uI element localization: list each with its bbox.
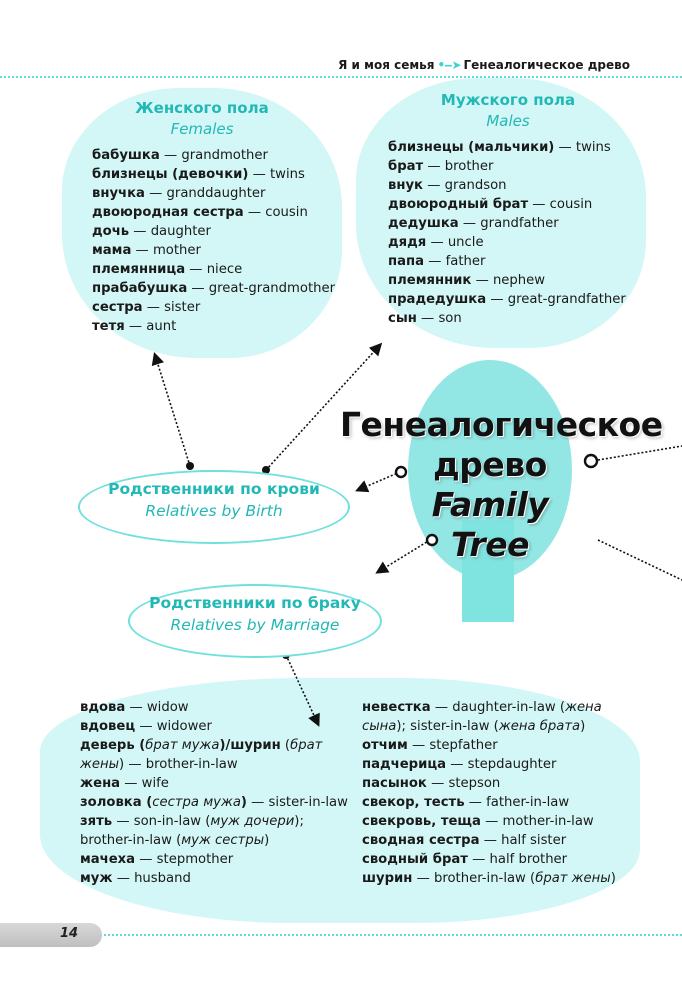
relatives-by-birth-node	[78, 470, 350, 544]
marriage-ru: Родственники по браку	[149, 594, 361, 612]
marriage-term-en: mother-in-law	[502, 814, 594, 829]
male-term-en: twins	[575, 140, 611, 155]
marriage-term-en: son-in-law	[133, 814, 202, 829]
page-number: 14	[60, 926, 79, 941]
marriage-term-en: stepson	[448, 776, 501, 791]
male-row: сын — son	[388, 311, 462, 326]
marriage-term-ru: отчим	[362, 738, 408, 753]
page-number-tab	[0, 923, 102, 947]
marriage-term-ru: сводный брат	[362, 852, 468, 867]
male-term-en: brother	[444, 159, 494, 174]
marriage-row: зять — son-in-law (муж дочери);	[80, 814, 304, 829]
page-title	[340, 405, 663, 565]
marriage-row: свекровь, теща — mother-in-law	[362, 814, 594, 829]
marriage-en-paren: муж сестры	[181, 833, 265, 848]
birth-en: Relatives by Birth	[145, 502, 283, 520]
marriage-term-ru: шурин	[362, 871, 413, 886]
marriage-term-ru: вдова	[80, 700, 126, 715]
male-term-en: uncle	[447, 235, 484, 250]
marriage-row: невестка — daughter-in-law (жена	[362, 700, 602, 715]
marriage-paren: жена брата	[498, 719, 581, 734]
footer-divider	[104, 934, 682, 936]
title-ru-line2: древо	[433, 445, 547, 484]
birth-ru: Родственники по крови	[108, 480, 320, 498]
title-en-line2: Tree	[451, 525, 529, 564]
female-term-en: grandmother	[181, 148, 268, 163]
females-title	[82, 98, 322, 140]
female-row: прабабушка — great-grandmother	[92, 281, 336, 296]
female-term-ru: мама	[92, 243, 132, 258]
male-row: двоюродный брат — cousin	[388, 197, 593, 212]
male-row: внук — grandson	[388, 178, 507, 193]
male-term-en: father	[445, 254, 486, 269]
female-term-ru: сестра	[92, 300, 143, 315]
marriage-term-en: half brother	[489, 852, 568, 867]
male-term-ru: близнецы (мальчики)	[388, 140, 555, 155]
marriage-term-ru: свекор, тесть	[362, 795, 465, 810]
male-row: брат — brother	[388, 159, 494, 174]
female-row: дочь — daughter	[92, 224, 211, 239]
marriage-term-ru: свекровь, теща	[362, 814, 481, 829]
marriage-term-en: stepdaughter	[467, 757, 557, 772]
female-term-ru: бабушка	[92, 148, 160, 163]
marriage-row: свекор, тесть — father-in-law	[362, 795, 570, 810]
marriage-term-ru2: /шурин	[225, 738, 281, 753]
male-row: дядя — uncle	[388, 235, 484, 250]
male-term-ru: папа	[388, 254, 425, 269]
male-term-ru: прадедушка	[388, 292, 487, 307]
males-title-ru: Мужского пола	[440, 91, 576, 109]
female-term-en: niece	[206, 262, 243, 277]
male-term-ru: внук	[388, 178, 424, 193]
male-term-en: cousin	[549, 197, 593, 212]
male-row: дедушка — grandfather	[388, 216, 559, 231]
marriage-row: жена — wife	[80, 776, 169, 791]
male-term-en: son	[438, 311, 462, 326]
marriage-row: мачеха — stepmother	[80, 852, 234, 867]
female-term-en: sister	[164, 300, 201, 315]
marriage-term-en: half sister	[501, 833, 567, 848]
female-row: сестра — sister	[92, 300, 201, 315]
female-row: племянница — niece	[92, 262, 243, 277]
female-term-ru: дочь	[92, 224, 130, 239]
marriage-row: сводный брат — half brother	[362, 852, 568, 867]
female-term-ru: двоюродная сестра	[92, 205, 244, 220]
female-term-ru: прабабушка	[92, 281, 188, 296]
male-term-en: nephew	[492, 273, 546, 288]
male-row: папа — father	[388, 254, 486, 269]
males-list	[388, 138, 626, 328]
female-term-en: great-grandmother	[208, 281, 336, 296]
female-row: двоюродная сестра — cousin	[92, 205, 308, 220]
female-row: бабушка — grandmother	[92, 148, 268, 163]
female-term-ru: близнецы (девочки)	[92, 167, 249, 182]
paren-open: (	[134, 738, 146, 753]
female-row: тетя — aunt	[92, 319, 177, 334]
paren-close: )	[219, 738, 226, 753]
marriage-term-ru: невестка	[362, 700, 431, 715]
marriage-term-en: stepfather	[429, 738, 498, 753]
marriage-row: золовка (сестра мужа) — sister-in-law	[80, 795, 348, 810]
marriage-row: brother-in-law (муж сестры)	[80, 833, 270, 848]
marriage-row: сводная сестра — half sister	[362, 833, 567, 848]
male-term-ru: дедушка	[388, 216, 459, 231]
female-term-ru: племянница	[92, 262, 186, 277]
female-term-en: twins	[270, 167, 305, 182]
marriage-term-en: sister-in-law	[268, 795, 348, 810]
marriage-paren: сестра мужа	[152, 795, 241, 810]
female-term-ru: внучка	[92, 186, 145, 201]
marriage-term-en: father-in-law	[486, 795, 570, 810]
title-en-line1: Family	[431, 485, 549, 524]
female-term-en: mother	[152, 243, 201, 258]
arrow-icon: •‒➤	[437, 58, 461, 72]
female-term-en: daughter	[150, 224, 211, 239]
marriage-paren2: брат	[290, 738, 323, 753]
marriage-en-paren: муж дочери	[210, 814, 295, 829]
paren-close: )	[240, 795, 247, 810]
marriage-paren-cont: сына	[362, 719, 397, 734]
marriage-term-en: husband	[134, 871, 191, 886]
marriage-row: вдова — widow	[80, 700, 189, 715]
marriage-term-ru: зять	[80, 814, 113, 829]
marriage-en-paren: брат жены	[535, 871, 611, 886]
female-row: близнецы (девочки) — twins	[92, 167, 305, 182]
marriage-row: пасынок — stepson	[362, 776, 501, 791]
male-term-ru: сын	[388, 311, 417, 326]
male-term-ru: двоюродный брат	[388, 197, 529, 212]
marriage-row: падчерица — stepdaughter	[362, 757, 557, 772]
male-row: племянник — nephew	[388, 273, 546, 288]
marriage-terms-right	[362, 698, 616, 888]
marriage-term-ru: падчерица	[362, 757, 447, 772]
marriage-term-en: brother-in-law	[145, 757, 238, 772]
marriage-row: сына); sister-in-law (жена брата)	[362, 719, 586, 734]
females-title-ru: Женского пола	[135, 99, 269, 117]
relatives-by-marriage-node	[128, 584, 382, 658]
male-term-en: grandfather	[480, 216, 559, 231]
marriage-term-en: widower	[156, 719, 212, 734]
male-row: прадедушка — great-grandfather	[388, 292, 626, 307]
female-row: мама — mother	[92, 243, 201, 258]
marriage-term-en: daughter-in-law	[452, 700, 556, 715]
males-title-en: Males	[486, 112, 530, 130]
marriage-row: муж — husband	[80, 871, 191, 886]
male-term-ru: племянник	[388, 273, 472, 288]
marriage-term-en: brother-in-law	[433, 871, 526, 886]
marriage-term-ru: вдовец	[80, 719, 136, 734]
females-title-en: Females	[170, 120, 234, 138]
female-row: внучка — granddaughter	[92, 186, 266, 201]
marriage-row: деверь (брат мужа)/шурин (брат	[80, 738, 323, 753]
male-term-en: great-grandfather	[507, 292, 626, 307]
marriage-term-ru: муж	[80, 871, 113, 886]
marriage-row: жены) — brother-in-law	[80, 757, 238, 772]
header-topic: Генеалогическое древо	[463, 58, 630, 72]
females-list	[92, 146, 335, 336]
paren-open: (	[141, 795, 153, 810]
marriage-row: вдовец — widower	[80, 719, 212, 734]
marriage-term-en: brother-in-law	[80, 833, 172, 848]
male-term-ru: дядя	[388, 235, 427, 250]
male-term-en: grandson	[444, 178, 507, 193]
marriage-en: Relatives by Marriage	[170, 616, 340, 634]
marriage-term-en: stepmother	[156, 852, 234, 867]
marriage-term-ru: деверь	[80, 738, 135, 753]
marriage-term-ru: жена	[80, 776, 121, 791]
header-section: Я и моя семья	[338, 58, 435, 72]
male-term-ru: брат	[388, 159, 424, 174]
marriage-term-en: wife	[141, 776, 169, 791]
marriage-row: шурин — brother-in-law (брат жены)	[362, 871, 616, 886]
male-row: близнецы (мальчики) — twins	[388, 140, 611, 155]
marriage-term-ru: мачеха	[80, 852, 136, 867]
marriage-paren-cont: жены	[80, 757, 120, 772]
female-term-ru: тетя	[92, 319, 125, 334]
marriage-row: отчим — stepfather	[362, 738, 498, 753]
marriage-term-ru: золовка	[80, 795, 142, 810]
marriage-en-paren: жена	[565, 700, 602, 715]
female-term-en: granddaughter	[166, 186, 266, 201]
marriage-term-en: widow	[146, 700, 189, 715]
marriage-terms-left	[80, 698, 348, 888]
marriage-term-ru: сводная сестра	[362, 833, 480, 848]
marriage-term-ru: пасынок	[362, 776, 427, 791]
marriage-paren: брат мужа	[145, 738, 220, 753]
title-ru-line1: Генеалогическое	[340, 405, 663, 444]
males-title	[388, 90, 628, 132]
female-term-en: cousin	[265, 205, 308, 220]
female-term-en: aunt	[146, 319, 177, 334]
